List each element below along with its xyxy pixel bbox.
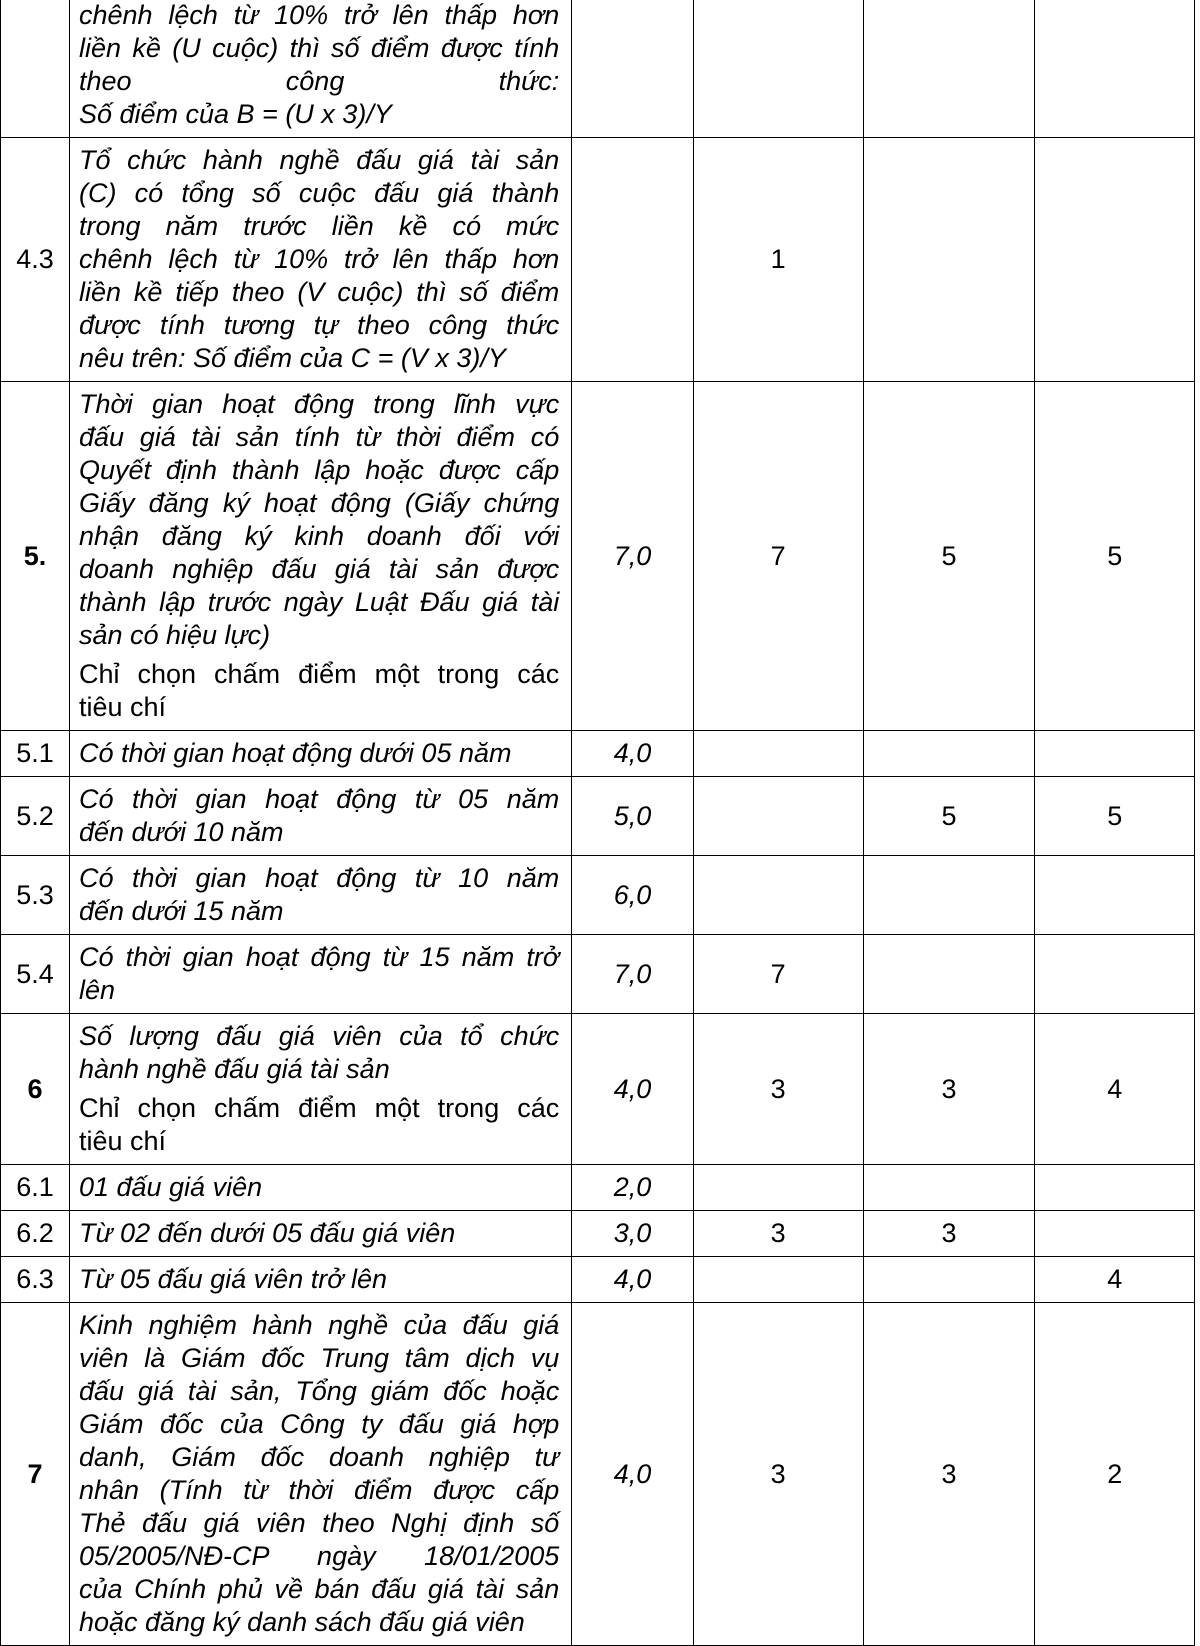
criterion-text-line: nhân (Tính từ thời điểm được cấp bbox=[78, 1475, 560, 1505]
score-2 bbox=[863, 1257, 1035, 1303]
score-3 bbox=[1035, 856, 1195, 935]
row-number: 5.1 bbox=[1, 731, 70, 777]
max-score: 4,0 bbox=[572, 1257, 693, 1303]
table-body bbox=[1, 0, 1195, 1646]
score-2 bbox=[863, 0, 1035, 138]
score-3 bbox=[1035, 1211, 1195, 1257]
max-score: 3,0 bbox=[572, 1211, 693, 1257]
score-3: 4 bbox=[1035, 1014, 1195, 1165]
row-number: 6 bbox=[1, 1014, 70, 1165]
max-score: 5,0 bbox=[572, 777, 693, 856]
criterion-text-line: 01 đấu giá viên bbox=[78, 1172, 263, 1202]
criterion-cell bbox=[69, 1014, 571, 1165]
criterion-cell bbox=[69, 1211, 571, 1257]
criterion-text-line: trong năm trước liền kề có mức bbox=[78, 211, 560, 241]
max-score: 7,0 bbox=[572, 935, 693, 1014]
criterion-text-line: Kinh nghiệm hành nghề của đấu giá bbox=[78, 1310, 560, 1340]
criterion-cell bbox=[69, 1165, 571, 1211]
criterion-text-line: chênh lệch từ 10% trở lên thấp hơn bbox=[78, 244, 560, 274]
score-3 bbox=[1035, 731, 1195, 777]
criterion-cell bbox=[69, 1303, 571, 1646]
score-1 bbox=[693, 856, 863, 935]
max-score: 4,0 bbox=[572, 731, 693, 777]
row-number: 6.3 bbox=[1, 1257, 70, 1303]
score-2 bbox=[863, 731, 1035, 777]
max-score: 6,0 bbox=[572, 856, 693, 935]
criterion-text-line: viên là Giám đốc Trung tâm dịch vụ bbox=[78, 1343, 560, 1373]
score-1: 3 bbox=[693, 1211, 863, 1257]
score-3: 2 bbox=[1035, 1303, 1195, 1646]
max-score: 7,0 bbox=[572, 382, 693, 731]
score-2: 5 bbox=[863, 777, 1035, 856]
criterion-text-line: đến dưới 15 năm bbox=[78, 896, 284, 926]
criterion-text-line: Thẻ đấu giá viên theo Nghị định số bbox=[78, 1508, 560, 1538]
table-row bbox=[1, 1014, 1195, 1165]
criterion-text-line: Có thời gian hoạt động từ 10 năm bbox=[78, 863, 560, 893]
score-3 bbox=[1035, 935, 1195, 1014]
max-score: 2,0 bbox=[572, 1165, 693, 1211]
table-row bbox=[1, 1211, 1195, 1257]
criterion-text-line: được tính tương tự theo công thức bbox=[78, 310, 560, 340]
row-number: 6.1 bbox=[1, 1165, 70, 1211]
row-number bbox=[1, 0, 70, 138]
score-2: 3 bbox=[863, 1303, 1035, 1646]
criterion-cell bbox=[69, 856, 571, 935]
criterion-note-line: tiêu chí bbox=[78, 692, 167, 722]
criterion-text-line: chênh lệch từ 10% trở lên thấp hơn bbox=[78, 0, 560, 30]
criterion-cell bbox=[69, 777, 571, 856]
score-2 bbox=[863, 935, 1035, 1014]
row-number: 5.3 bbox=[1, 856, 70, 935]
score-2: 3 bbox=[863, 1211, 1035, 1257]
criterion-text-line: Giấy đăng ký hoạt động (Giấy chứng bbox=[78, 488, 560, 518]
table-row bbox=[1, 856, 1195, 935]
criterion-text-line: đấu giá tài sản tính từ thời điểm có bbox=[78, 422, 560, 452]
max-score: 4,0 bbox=[572, 1014, 693, 1165]
criterion-text-line: Có thời gian hoạt động từ 15 năm trở bbox=[78, 942, 560, 972]
criterion-text-line: Số lượng đấu giá viên của tổ chức bbox=[78, 1021, 560, 1051]
criterion-text-line: Số điểm của B = (U x 3)/Y bbox=[78, 99, 392, 129]
criterion-text-line: Có thời gian hoạt động từ 05 năm bbox=[78, 784, 560, 814]
criterion-note-line: tiêu chí bbox=[78, 1126, 167, 1156]
score-1 bbox=[693, 0, 863, 138]
criterion-text-line: Từ 05 đấu giá viên trở lên bbox=[78, 1264, 388, 1294]
criterion-text-line: Từ 02 đến dưới 05 đấu giá viên bbox=[78, 1218, 456, 1248]
criterion-text-line: đến dưới 10 năm bbox=[78, 817, 284, 847]
score-1: 7 bbox=[693, 382, 863, 731]
criterion-text-line: Tổ chức hành nghề đấu giá tài sản bbox=[78, 145, 560, 175]
criterion-text-line: danh, Giám đốc doanh nghiệp tư bbox=[78, 1442, 560, 1472]
criterion-text-line: hành nghề đấu giá tài sản bbox=[78, 1054, 390, 1084]
criterion-cell bbox=[69, 1257, 571, 1303]
score-3: 5 bbox=[1035, 777, 1195, 856]
criterion-text-line: thành lập trước ngày Luật Đấu giá tài bbox=[78, 587, 560, 617]
score-3 bbox=[1035, 0, 1195, 138]
score-2: 5 bbox=[863, 382, 1035, 731]
criterion-text-line: liền kề (U cuộc) thì số điểm được tính bbox=[78, 33, 560, 63]
criterion-text-line: Quyết định thành lập hoặc được cấp bbox=[78, 455, 560, 485]
table-row bbox=[1, 1257, 1195, 1303]
score-2 bbox=[863, 856, 1035, 935]
row-number: 5.2 bbox=[1, 777, 70, 856]
table-row bbox=[1, 731, 1195, 777]
criterion-text-line: Có thời gian hoạt động dưới 05 năm bbox=[78, 738, 512, 768]
criterion-text-line: sản có hiệu lực) bbox=[78, 620, 271, 650]
criterion-text-line: Giám đốc của Công ty đấu giá hợp bbox=[78, 1409, 560, 1439]
criterion-text-line: liền kề tiếp theo (V cuộc) thì số điểm bbox=[78, 277, 560, 307]
criterion-text-line: nhận đăng ký kinh doanh đối với bbox=[78, 521, 560, 551]
table-row bbox=[1, 777, 1195, 856]
max-score: 4,0 bbox=[572, 1303, 693, 1646]
criterion-text-line: 05/2005/NĐ-CP ngày 18/01/2005 bbox=[78, 1541, 560, 1571]
row-number: 6.2 bbox=[1, 1211, 70, 1257]
criterion-cell bbox=[69, 0, 571, 138]
criterion-text-line: doanh nghiệp đấu giá tài sản được bbox=[78, 554, 560, 584]
table-row bbox=[1, 382, 1195, 731]
score-2 bbox=[863, 138, 1035, 382]
criterion-text-line: (C) có tổng số cuộc đấu giá thành bbox=[78, 178, 560, 208]
criterion-text-line: hoặc đăng ký danh sách đấu giá viên bbox=[78, 1607, 525, 1637]
row-number: 7 bbox=[1, 1303, 70, 1646]
criterion-text-line: Thời gian hoạt động trong lĩnh vực bbox=[78, 389, 560, 419]
criterion-note-line: Chỉ chọn chấm điểm một trong các bbox=[78, 659, 560, 689]
criterion-text-line: nêu trên: Số điểm của C = (V x 3)/Y bbox=[78, 343, 506, 373]
score-3 bbox=[1035, 1165, 1195, 1211]
score-1 bbox=[693, 1165, 863, 1211]
table-row bbox=[1, 1303, 1195, 1646]
score-1: 3 bbox=[693, 1014, 863, 1165]
score-3: 4 bbox=[1035, 1257, 1195, 1303]
row-number: 4.3 bbox=[1, 138, 70, 382]
score-1 bbox=[693, 777, 863, 856]
table-row bbox=[1, 138, 1195, 382]
score-3: 5 bbox=[1035, 382, 1195, 731]
criterion-cell bbox=[69, 731, 571, 777]
score-1: 1 bbox=[693, 138, 863, 382]
criterion-note-line: Chỉ chọn chấm điểm một trong các bbox=[78, 1093, 560, 1123]
row-number: 5. bbox=[1, 382, 70, 731]
criterion-cell bbox=[69, 138, 571, 382]
table-row bbox=[1, 0, 1195, 138]
score-1: 7 bbox=[693, 935, 863, 1014]
max-score bbox=[572, 0, 693, 138]
score-1 bbox=[693, 731, 863, 777]
score-3 bbox=[1035, 138, 1195, 382]
table-row bbox=[1, 1165, 1195, 1211]
criterion-text-line: lên bbox=[78, 975, 115, 1005]
score-1: 3 bbox=[693, 1303, 863, 1646]
criterion-text-line: của Chính phủ về bán đấu giá tài sản bbox=[78, 1574, 560, 1604]
score-2 bbox=[863, 1165, 1035, 1211]
score-1 bbox=[693, 1257, 863, 1303]
criterion-text-line: theo công thức: bbox=[78, 66, 560, 96]
max-score bbox=[572, 138, 693, 382]
criterion-cell bbox=[69, 382, 571, 731]
criterion-cell bbox=[69, 935, 571, 1014]
table-row bbox=[1, 935, 1195, 1014]
score-2: 3 bbox=[863, 1014, 1035, 1165]
criterion-text-line: đấu giá tài sản, Tổng giám đốc hoặc bbox=[78, 1376, 560, 1406]
row-number: 5.4 bbox=[1, 935, 70, 1014]
